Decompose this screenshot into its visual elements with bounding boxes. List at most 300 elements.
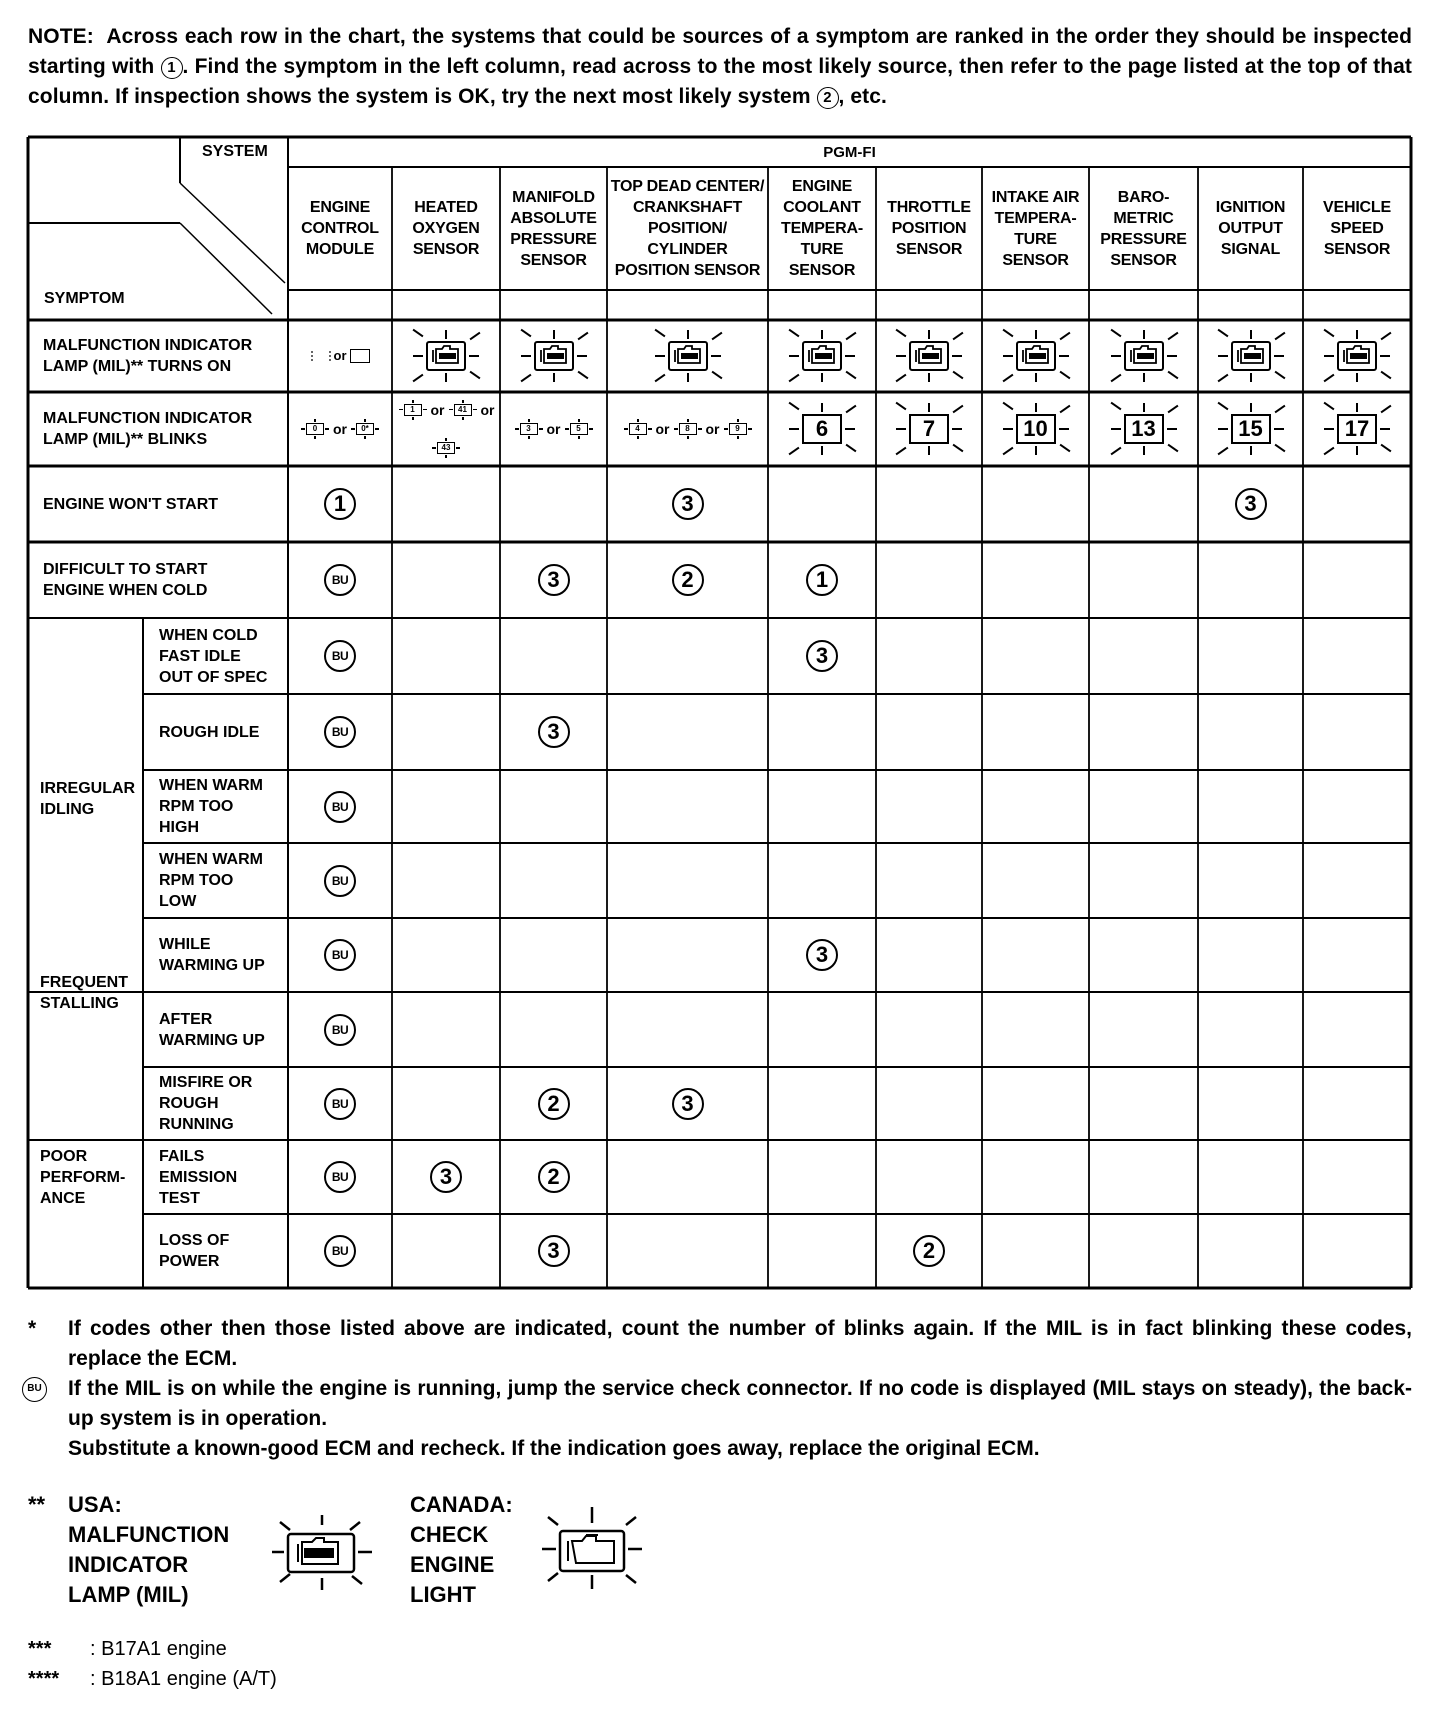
symptom-label: MALFUNCTION INDICATOR LAMP (MIL)** BLINKS (43, 410, 253, 448)
symptom-label: WHEN WARM RPM TOO HIGH (159, 777, 263, 836)
blink-ray (1356, 373, 1358, 382)
blink-ray (423, 409, 427, 411)
blink-ray (432, 447, 436, 449)
rank-cell-ect (768, 918, 876, 992)
rank-cell-baro (1089, 843, 1198, 918)
blink-ray (654, 329, 665, 338)
blink-ray (1059, 428, 1069, 430)
lamp-off-icon (350, 349, 370, 363)
symptom-label: WHILE WARMING UP (159, 936, 265, 974)
blink-ray (1110, 402, 1121, 411)
blink-ray (711, 371, 722, 380)
canada-line-2: ENGINE (410, 1552, 495, 1577)
blink-code-value: 41 (454, 404, 472, 416)
mil-on-iat-cell (982, 320, 1089, 392)
rank-cell-tdc (607, 992, 768, 1067)
symptom-row-label (143, 618, 288, 694)
rank-cell-tdc (607, 466, 768, 542)
blink-ray (553, 373, 555, 382)
blink-ray (821, 330, 823, 339)
mil-blinking-icon (1098, 328, 1190, 384)
rank-cell-ect (768, 694, 876, 770)
rank-cell-vss (1303, 992, 1411, 1067)
rank-cell-icm (1198, 618, 1303, 694)
rank-cell-ho2s (392, 992, 500, 1067)
blink-ray (846, 371, 857, 380)
rank-cell-icm (1198, 1067, 1303, 1140)
blink-ray (1110, 374, 1121, 383)
rank-cell-iat (982, 466, 1089, 542)
backup-system-icon: BU (22, 1377, 47, 1402)
rank-cell-baro (1089, 992, 1198, 1067)
blink-ray (953, 444, 964, 453)
symptom-label: LOSS OF POWER (159, 1232, 230, 1270)
mil-blinking-icon (1205, 328, 1297, 384)
blink-ray (789, 329, 800, 338)
rank-badge: 3 (430, 1161, 462, 1193)
blink-ray (1324, 329, 1335, 338)
blink-ray (1381, 332, 1392, 341)
blink-ray (928, 373, 930, 382)
rank-cell-map (500, 992, 607, 1067)
rank-badge: 3 (538, 1235, 570, 1267)
rank-cell-ecm (288, 542, 392, 618)
blink-ray (1143, 403, 1145, 412)
mil-blinks-vss-cell (1303, 392, 1411, 466)
system-header-label: INTAKE AIR TEMPERA- TURE SENSOR (991, 188, 1080, 269)
footnote-star (28, 1314, 1412, 1374)
rank-cell-iat (982, 843, 1089, 918)
rank-cell-ecm (288, 1214, 392, 1288)
blink-ray (1111, 355, 1121, 357)
rank-cell-iat (982, 1140, 1089, 1214)
footnote-star-text: If codes other then those listed above are indicated, count the number of blinks again. If the MIL is in fact blinking these codes, replace the ECM. (68, 1317, 1412, 1370)
footnote-quad-star-text: : B18A1 engine (A/T) (90, 1668, 277, 1690)
backup-system-icon: BU (324, 640, 356, 672)
or-text: or (655, 421, 670, 437)
symptom-group-poor-perform-ance (28, 1067, 143, 1288)
rank-badge: 3 (538, 716, 570, 748)
blink-ray (589, 428, 593, 430)
blink-ray (1274, 405, 1285, 414)
backup-system-icon: BU (324, 939, 356, 971)
blink-code-icon (1098, 401, 1190, 457)
blink-code-value: 15 (1231, 414, 1271, 444)
rank-cell-ecm (288, 694, 392, 770)
rank-cell-tdc (607, 618, 768, 694)
rank-cell-iat (982, 618, 1089, 694)
blink-ray (674, 428, 678, 430)
blink-ray (1274, 355, 1284, 357)
system-header-iat (982, 167, 1089, 290)
rank-cell-vss (1303, 1140, 1411, 1214)
blink-ray (846, 444, 857, 453)
symptom-row-label (143, 1214, 288, 1288)
blink-ray (1035, 373, 1037, 382)
blink-code-value: 17 (1337, 414, 1377, 444)
blink-ray (896, 374, 907, 383)
blink-code-value: 10 (1016, 414, 1056, 444)
rank-cell-ho2s (392, 1214, 500, 1288)
blink-ray (1035, 446, 1037, 455)
rank-cell-icm (1198, 992, 1303, 1067)
rank-cell-tp (876, 843, 982, 918)
symptom-label: MALFUNCTION INDICATOR LAMP (MIL)** TURNS ON (43, 337, 253, 375)
blink-ray (789, 428, 799, 430)
rank-cell-iat (982, 992, 1089, 1067)
symptom-mil-turns-on (28, 320, 288, 392)
mil-on-baro-cell (1089, 320, 1198, 392)
canada-label: CANADA: (410, 1492, 513, 1517)
mil-blinks-ect-cell (768, 392, 876, 466)
rank-cell-tp (876, 542, 982, 618)
system-header-ecm (288, 167, 392, 290)
rank-cell-vss (1303, 770, 1411, 843)
rank-cell-tdc (607, 770, 768, 843)
rank-cell-icm (1198, 1214, 1303, 1288)
blink-ray (1167, 428, 1177, 430)
symptom-label: ENGINE WON'T START (43, 495, 219, 513)
check-engine-light-icon (540, 1505, 650, 1595)
rank-cell-vss (1303, 542, 1411, 618)
rank-badge: 2 (913, 1235, 945, 1267)
symptom-label: DIFFICULT TO START ENGINE WHEN COLD (43, 561, 208, 599)
blink-ray (449, 409, 453, 411)
blink-ray (1274, 444, 1285, 453)
rank-cell-map (500, 770, 607, 843)
rank-cell-baro (1089, 1067, 1198, 1140)
rank-badge: 3 (806, 939, 838, 971)
blink-ray (845, 428, 855, 430)
blink-ray (445, 438, 447, 441)
blink-code-icon (883, 401, 975, 457)
rank-badge: 2 (672, 564, 704, 596)
footnote-double-star-mark: ** (28, 1492, 46, 1517)
blink-ray (821, 403, 823, 412)
rank-cell-baro (1089, 1214, 1198, 1288)
blink-code-value: 6 (802, 414, 842, 444)
symptom-row-label (143, 992, 288, 1067)
blink-code-value: 4 (629, 423, 647, 435)
blink-ray (1356, 403, 1358, 412)
blink-ray (896, 402, 907, 411)
blink-code-mini-icon (431, 438, 461, 458)
rank-cell-ecm (288, 618, 392, 694)
blink-ray (351, 428, 355, 430)
system-header-ect (768, 167, 876, 290)
blink-ray (1218, 355, 1228, 357)
rank-cell-ho2s (392, 1067, 500, 1140)
system-header-label: VEHICLE SPEED SENSOR (1323, 199, 1391, 258)
symptom-row-label (143, 843, 288, 918)
blink-ray (1356, 446, 1358, 455)
rank-badge: 2 (538, 1088, 570, 1120)
symptom-row-label (28, 542, 288, 618)
blink-ray (1059, 444, 1070, 453)
blink-ray (462, 417, 464, 420)
blink-ray (1324, 447, 1335, 456)
rank-cell-vss (1303, 466, 1411, 542)
rank-cell-ecm (288, 918, 392, 992)
blink-code-icon (776, 401, 868, 457)
rank-cell-ecm (288, 843, 392, 918)
blink-ray (953, 405, 964, 414)
rank-two-symbol: 2 (817, 87, 839, 109)
usa-label: USA: (68, 1492, 122, 1517)
footnote-quad-star-mark: **** (28, 1668, 60, 1690)
blink-ray (648, 428, 652, 430)
blink-ray (1324, 428, 1334, 430)
rank-cell-ect (768, 542, 876, 618)
symptom-group-frequent-stalling (28, 918, 143, 1067)
blink-ray (928, 330, 930, 339)
blink-ray (952, 355, 962, 357)
blink-ray (528, 419, 530, 422)
blink-ray (462, 400, 464, 403)
mil-blinks-icm-cell (1198, 392, 1303, 466)
blink-ray (413, 329, 424, 338)
blink-ray (528, 436, 530, 439)
mil-blinks-tdc-cell (607, 392, 768, 466)
blink-ray (521, 355, 531, 357)
blink-ray (687, 330, 689, 339)
blink-ray (1002, 447, 1013, 456)
rank-cell-vss (1303, 918, 1411, 992)
backup-system-icon: BU (324, 1161, 356, 1193)
blink-ray (896, 329, 907, 338)
blink-ray (1381, 444, 1392, 453)
blink-ray (1002, 329, 1013, 338)
system-header-tp (876, 167, 982, 290)
blink-ray (1217, 329, 1228, 338)
system-header-label: MANIFOLD ABSOLUTE PRESSURE SENSOR (510, 188, 597, 269)
rank-cell-tp (876, 992, 982, 1067)
backup-system-icon: BU (324, 1014, 356, 1046)
rank-cell-tp (876, 694, 982, 770)
blink-ray (413, 374, 424, 383)
rank-cell-iat (982, 1067, 1089, 1140)
rank-cell-baro (1089, 1140, 1198, 1214)
blink-code-icon (1311, 401, 1403, 457)
blink-ray (953, 332, 964, 341)
blink-ray (1217, 402, 1228, 411)
rank-cell-tdc (607, 542, 768, 618)
blink-ray (520, 329, 531, 338)
blink-code-icon (990, 401, 1082, 457)
mil-blinking-icon (508, 328, 600, 384)
system-header-icm (1198, 167, 1303, 290)
mil-on-ecm-cell (288, 320, 392, 392)
rank-cell-baro (1089, 466, 1198, 542)
rank-cell-map (500, 1140, 607, 1214)
footnote-bu-text-2: Substitute a known-good ECM and recheck. If the indication goes away, replace the original ECM. (68, 1437, 1040, 1460)
blink-code-mini-icon (398, 400, 428, 420)
pgm-fi-label: PGM-FI (823, 143, 876, 161)
blink-ray (1324, 374, 1335, 383)
mil-blinking-icon (776, 328, 868, 384)
blink-ray (577, 355, 587, 357)
blink-ray (789, 447, 800, 456)
mil-on-vss-cell (1303, 320, 1411, 392)
blink-ray (1035, 330, 1037, 339)
rank-cell-ect (768, 466, 876, 542)
canada-line-1: CHECK (410, 1522, 489, 1547)
rank-badge: 3 (672, 488, 704, 520)
mil-on-ect-cell (768, 320, 876, 392)
rank-cell-vss (1303, 1214, 1411, 1288)
blink-code-mini-icon (300, 419, 330, 439)
blink-code-icon (1205, 401, 1297, 457)
rank-cell-ect (768, 618, 876, 694)
mil-blinking-icon (883, 328, 975, 384)
or-text: or (333, 421, 347, 437)
or-text: or (430, 401, 445, 418)
blink-ray (578, 436, 580, 439)
usa-line-1: MALFUNCTION (68, 1522, 230, 1547)
blink-ray (413, 355, 423, 357)
system-header-label: BARO- METRIC PRESSURE SENSOR (1100, 188, 1187, 269)
rank-cell-tdc (607, 843, 768, 918)
blink-ray (1217, 374, 1228, 383)
symptom-row-label (143, 694, 288, 770)
rank-cell-map (500, 1214, 607, 1288)
lamp-off-icon (311, 351, 331, 361)
blink-ray (1035, 403, 1037, 412)
rank-cell-tp (876, 918, 982, 992)
blink-ray (399, 409, 403, 411)
mil-on-tp-cell (876, 320, 982, 392)
blink-ray (539, 428, 543, 430)
symptom-label: WHEN WARM RPM TOO LOW (159, 851, 263, 910)
blink-ray (637, 419, 639, 422)
note-text-2: . Find the symptom in the left column, read across to the most likely source, then refer to the page listed at the top of that column. If inspection shows the system is OK, try the next most likely system (28, 55, 1412, 108)
symptom-group-label: IRREGULAR IDLING (40, 780, 136, 818)
mil-blinks-tp-cell (876, 392, 982, 466)
blink-code-value: 5 (570, 423, 588, 435)
blink-ray (577, 371, 588, 380)
note-label: NOTE: (28, 25, 94, 48)
system-corner-label: SYSTEM (202, 143, 268, 160)
blink-ray (1274, 371, 1285, 380)
rank-cell-tp (876, 1067, 982, 1140)
blink-code-mini-icon (673, 419, 703, 439)
symptom-group-label: POOR PERFORM- ANCE (40, 1148, 126, 1207)
blink-ray (724, 428, 728, 430)
symptom-label: FAILS EMISSION TEST (159, 1147, 238, 1207)
rank-cell-baro (1089, 542, 1198, 618)
symptom-label: AFTER WARMING UP (159, 1010, 265, 1049)
blink-ray (896, 355, 906, 357)
system-header-label: TOP DEAD CENTER/ CRANKSHAFT POSITION/ CYLINDER POSITION SENSOR (610, 178, 765, 279)
blink-ray (1380, 428, 1390, 430)
blink-ray (1217, 447, 1228, 456)
mil-blinking-icon (400, 328, 492, 384)
rank-cell-baro (1089, 770, 1198, 843)
blink-ray (1167, 444, 1178, 453)
blink-ray (1250, 446, 1252, 455)
blink-ray (1167, 405, 1178, 414)
blink-ray (846, 332, 857, 341)
system-header-label: THROTTLE POSITION SENSOR (887, 199, 971, 258)
symptom-label: WHEN COLD FAST IDLE OUT OF SPEC (159, 626, 268, 686)
blink-ray (445, 373, 447, 382)
rank-cell-vss (1303, 843, 1411, 918)
rank-cell-icm (1198, 918, 1303, 992)
rank-cell-ecm (288, 466, 392, 542)
rank-cell-tdc (607, 1214, 768, 1288)
blink-ray (520, 374, 531, 383)
system-header-label: ENGINE COOLANT TEMPERA- TURE SENSOR (781, 178, 863, 279)
blink-code-value: 13 (1124, 414, 1164, 444)
blink-code-value: 0 (306, 423, 324, 435)
blink-ray (473, 409, 477, 411)
blink-ray (445, 330, 447, 339)
blink-ray (412, 400, 414, 403)
symptom-label: ROUGH IDLE (159, 723, 260, 741)
rank-cell-tp (876, 466, 982, 542)
blink-ray (375, 428, 379, 430)
footnote-bu (28, 1374, 1412, 1464)
blink-ray (748, 428, 752, 430)
system-header-label: IGNITION OUTPUT SIGNAL (1215, 199, 1286, 258)
blink-code-value: 1 (404, 404, 422, 416)
blink-code-value: 9 (729, 423, 747, 435)
symptom-row-label (28, 466, 288, 542)
mil-on-map-cell (500, 320, 607, 392)
symptom-row-label (143, 770, 288, 843)
blink-ray (896, 428, 906, 430)
system-header-map (500, 167, 607, 290)
blink-ray (953, 371, 964, 380)
rank-cell-iat (982, 1214, 1089, 1288)
rank-cell-baro (1089, 694, 1198, 770)
rank-badge: 1 (324, 488, 356, 520)
system-header-ho2s (392, 167, 500, 290)
rank-cell-ecm (288, 1140, 392, 1214)
blink-code-mini-icon (623, 419, 653, 439)
blink-ray (314, 419, 316, 422)
rank-badge: 2 (538, 1161, 570, 1193)
rank-cell-icm (1198, 694, 1303, 770)
symptom-group-label: FREQUENT STALLING (40, 973, 128, 1012)
system-header-label: HEATED OXYGEN SENSOR (412, 199, 480, 258)
blink-ray (1059, 371, 1070, 380)
blink-ray (1274, 332, 1285, 341)
blink-ray (1324, 355, 1334, 357)
system-header-baro (1089, 167, 1198, 290)
blink-ray (896, 447, 907, 456)
blink-ray (1110, 329, 1121, 338)
mil-blinking-icon (990, 328, 1082, 384)
rank-cell-ecm (288, 992, 392, 1067)
blink-ray (846, 405, 857, 414)
rank-cell-ect (768, 992, 876, 1067)
rank-badge: 1 (806, 564, 838, 596)
note-text-3: , etc. (838, 85, 887, 108)
blink-ray (553, 330, 555, 339)
rank-cell-vss (1303, 618, 1411, 694)
backup-system-icon: BU (324, 564, 356, 596)
or-text: or (705, 421, 720, 437)
mil-blinks-baro-cell (1089, 392, 1198, 466)
mil-blinks-map-cell (500, 392, 607, 466)
rank-cell-icm (1198, 1140, 1303, 1214)
blink-ray (1381, 405, 1392, 414)
blink-ray (1059, 332, 1070, 341)
mil-blinking-icon (642, 328, 734, 384)
rank-cell-ect (768, 1214, 876, 1288)
blink-ray (470, 371, 481, 380)
